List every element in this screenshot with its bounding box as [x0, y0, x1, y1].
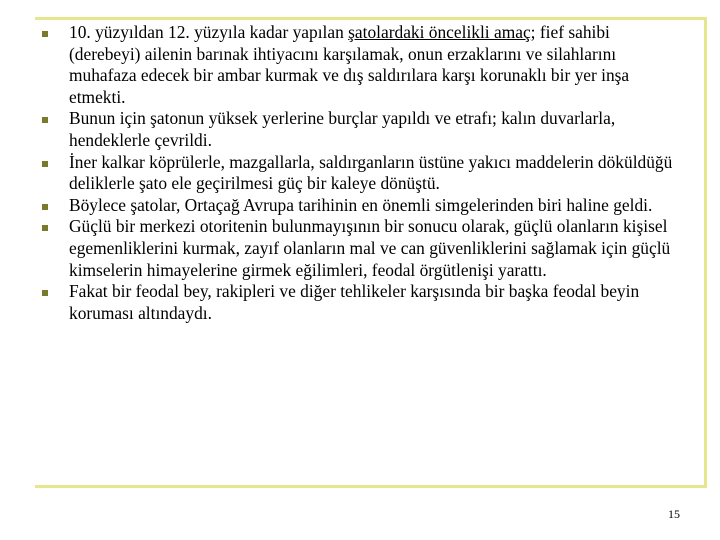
square-bullet-icon [42, 290, 48, 296]
bottom-rule [35, 485, 707, 488]
square-bullet-icon [42, 31, 48, 37]
square-bullet-icon [42, 161, 48, 167]
bullet-text: Fakat bir feodal bey, rakipleri ve diğer tehlikeler karşısında bir başka feodal beyin koruması altındaydı. [69, 281, 640, 323]
bullet-text: Güçlü bir merkezi otoritenin bulunmayışının bir sonucu olarak, güçlü olanların kişisel egemenliklerini kurmak, zayıf olanların mal ve can güvenliklerini sağlamak için güçlü kimselerin himayelerine girmek eğilimleri, feodal örgütlenişi yarattı. [69, 216, 671, 280]
bullet-list [40, 22, 680, 324]
bullet-item [40, 281, 680, 324]
bullet-item [40, 108, 680, 151]
square-bullet-icon [42, 225, 48, 231]
bullet-text: İner kalkar köprülerle, mazgallarla, saldırganların üstüne yakıcı maddelerin döküldüğü deliklerle şato ele geçirilmesi güç bir kaleye dönüştü. [69, 151, 673, 194]
bullet-item [40, 22, 680, 108]
bullet-item [40, 216, 680, 281]
bullet-text-before: 10. yüzyıldan 12. yüzyıla kadar yapılan [69, 22, 349, 42]
bullet-text-underlined: şatolardaki öncelikli amaç [348, 22, 531, 42]
square-bullet-icon [42, 117, 48, 123]
page-number: 15 [668, 507, 680, 521]
bullet-text-after: ; fief sahibi (derebeyi) ailenin barınak ihtiyacını karşılamak, onun erzaklarını ve silahlarını muhafaza edecek bir ambar kurmak ve dış saldırılara karşı korunaklı bir yer inşa etmekti. [69, 22, 630, 107]
bullet-item [40, 195, 680, 217]
bullet-text: Bunun için şatonun yüksek yerlerine burçlar yapıldı ve etrafı; kalın duvarlarla, hendeklerle çevrildi. [69, 108, 616, 150]
square-bullet-icon [42, 204, 48, 210]
bullet-text: Böylece şatolar, Ortaçağ Avrupa tarihinin en önemli simgelerinden biri haline geldi. [69, 194, 653, 215]
bullet-item [40, 152, 680, 195]
